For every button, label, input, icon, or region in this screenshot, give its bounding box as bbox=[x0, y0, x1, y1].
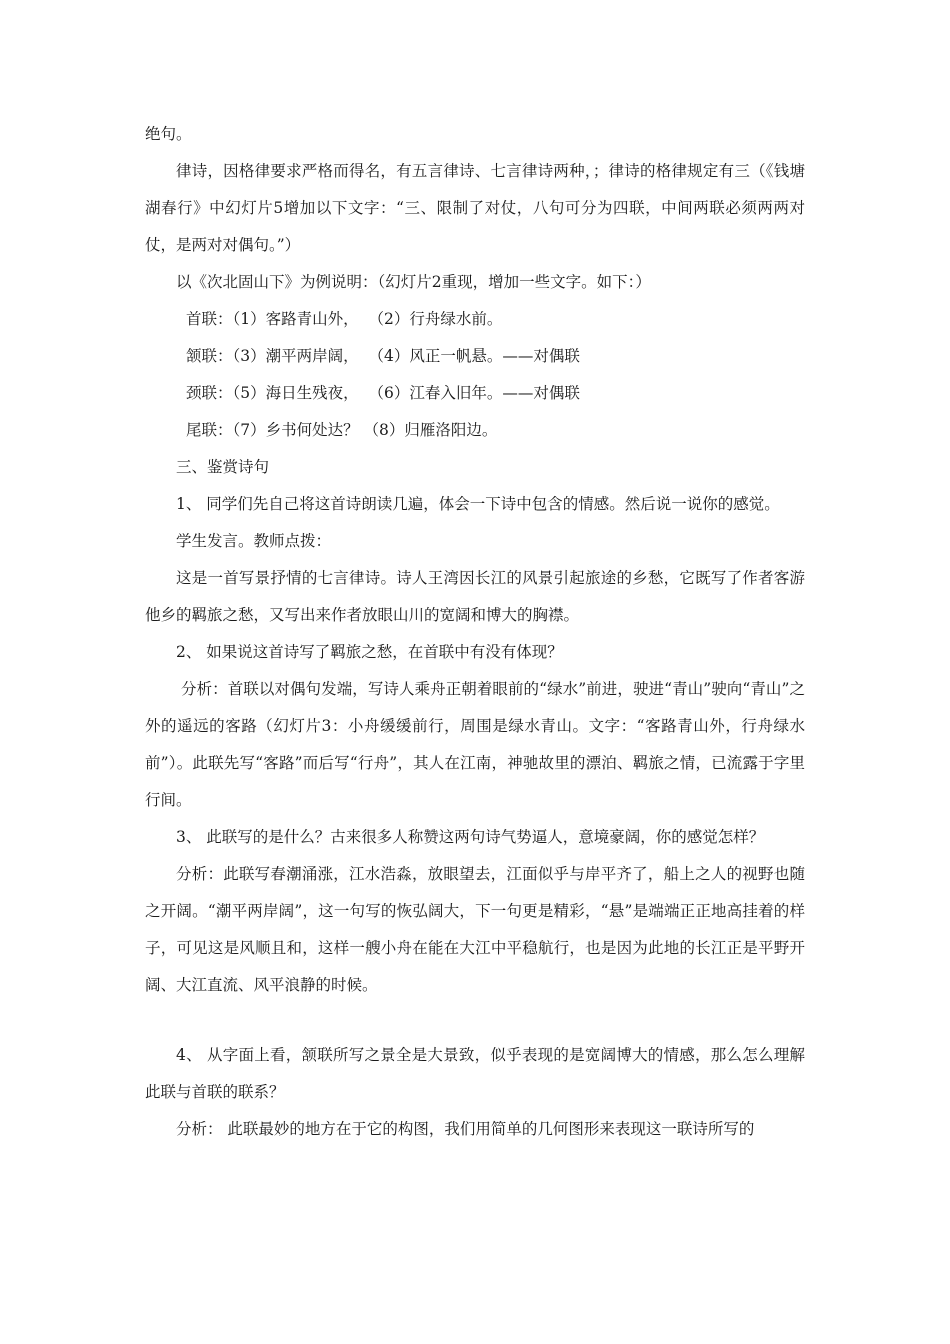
document-page bbox=[145, 116, 805, 1148]
paragraph-student-speech: 学生发言。教师点拨： bbox=[176, 532, 332, 550]
paragraph-example-intro: 以《次北固山下》为例说明：（幻灯片2重现，增加一些文字。如下：） bbox=[176, 273, 651, 291]
couplet-jinglian: 颈联：（5）海日生残夜， （6）江春入旧年。——对偶联 bbox=[186, 384, 580, 402]
couplet-shoulian: 首联：（1）客路青山外， （2）行舟绿水前。 bbox=[186, 310, 503, 328]
paragraph-summary: 这是一首写景抒情的七言律诗。诗人王湾因长江的风景引起旅途的乡愁，它既写了作者客游他乡的羁旅之愁，又写出来作者放眼山川的宽阔和博大的胸襟。 bbox=[145, 569, 805, 624]
analysis-4: 分析： 此联最妙的地方在于它的构图，我们用简单的几何图形来表现这一联诗所写的 bbox=[176, 1120, 755, 1138]
question-4: 4、 从字面上看，颔联所写之景全是大景致，似乎表现的是宽阔博大的情感，那么怎么理解此联与首联的联系？ bbox=[145, 1046, 805, 1101]
paragraph-lvshi-definition: 律诗，因格律要求严格而得名，有五言律诗、七言律诗两种，；律诗的格律规定有三（《钱塘湖春行》中幻灯片5增加以下文字：“三、限制了对仗，八句可分为四联，中间两联必须两两对仗，是两对对偶句。”） bbox=[145, 162, 805, 254]
question-1: 1、 同学们先自己将这首诗朗读几遍，体会一下诗中包含的情感。然后说一说你的感觉。 bbox=[176, 495, 780, 513]
analysis-3: 分析：此联写春潮涌涨，江水浩淼，放眼望去，江面似乎与岸平齐了，船上之人的视野也随之开阔。“潮平两岸阔”，这一句写的恢弘阔大，下一句更是精彩，“悬”是端端正正地高挂着的样子，可见这是风顺且和，这样一艘小舟在能在大江中平稳航行，也是因为此地的长江正是平野开阔、大江直流、风平浪静的时候。 bbox=[145, 865, 805, 994]
paragraph-jueju: 绝句。 bbox=[145, 125, 192, 143]
couplet-hanlian: 颔联：（3）潮平两岸阔， （4）风正一帆悬。——对偶联 bbox=[186, 347, 580, 365]
couplet-weilian: 尾联：（7）乡书何处达？ （8）归雁洛阳边。 bbox=[186, 421, 498, 439]
question-2: 2、 如果说这首诗写了羁旅之愁，在首联中有没有体现？ bbox=[176, 643, 563, 661]
section-heading-appreciation: 三、鉴赏诗句 bbox=[176, 458, 270, 476]
analysis-2: 分析：首联以对偶句发端，写诗人乘舟正朝着眼前的“绿水”前进，驶进“青山”驶向“青山”之外的遥远的客路（幻灯片3：小舟缓缓前行，周围是绿水青山。文字：“客路青山外，行舟绿水前”）。此联先写“客路”而后写“行舟”，其人在江南，神驰故里的漂泊、羁旅之情，已流露于字里行间。 bbox=[145, 680, 805, 809]
blank-line bbox=[145, 1004, 805, 1037]
question-3: 3、 此联写的是什么？古来很多人称赞这两句诗气势逼人，意境豪阔，你的感觉怎样？ bbox=[176, 828, 765, 846]
